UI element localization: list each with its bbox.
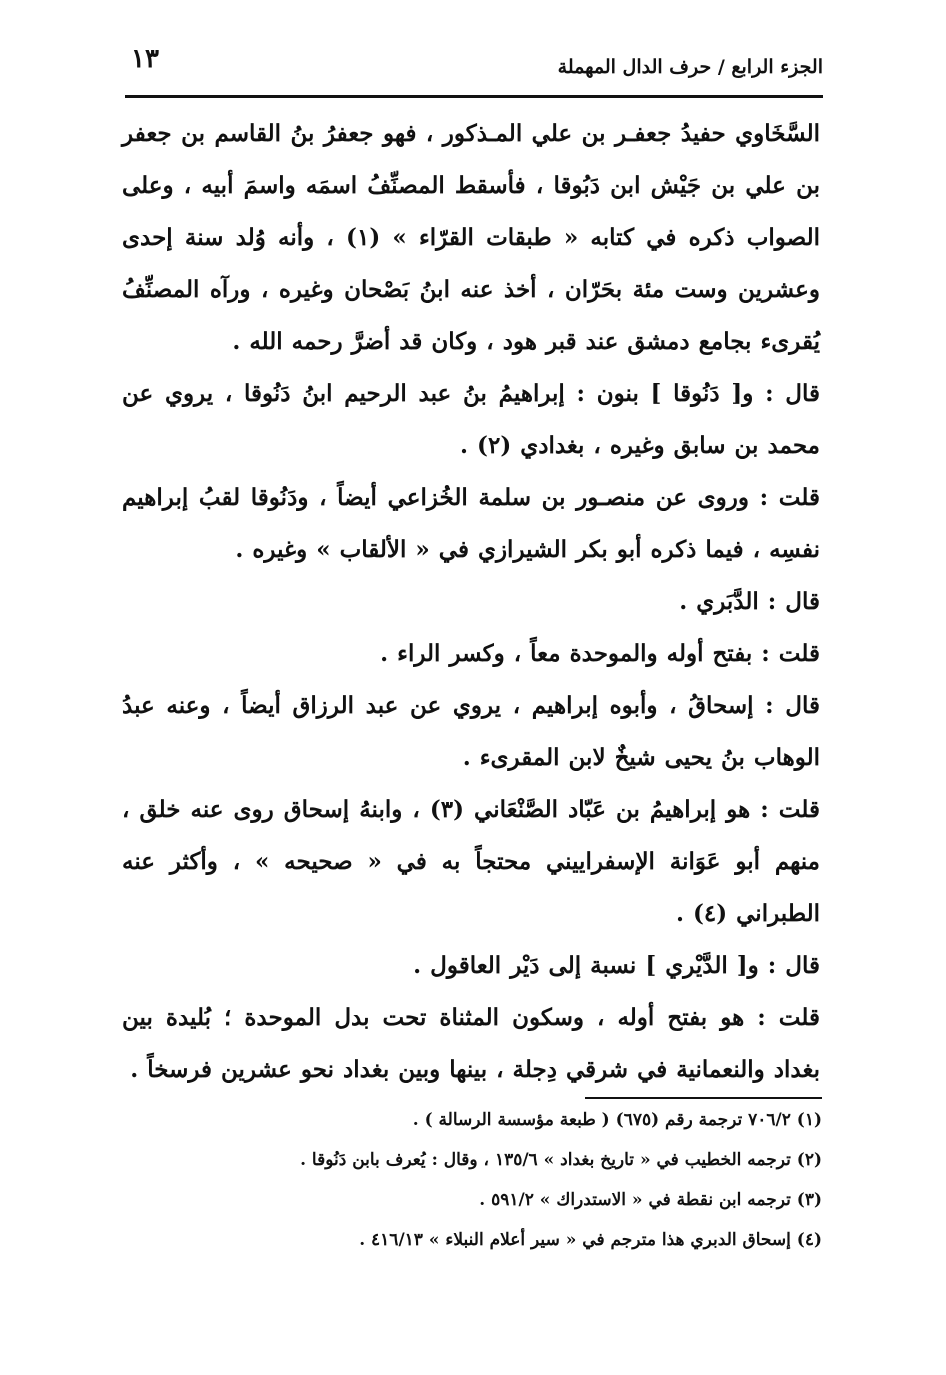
paragraph-dayri-qultu: قلت : هو بفتح أوله ، وسكون المثناة تحت بدل الموحدة ؛ بُليدة بين بغداد والنعمانية في شرقي دِجلة ، بينها وبين بغداد نحو عشرين فرسخاً . bbox=[122, 1004, 820, 1083]
header-title: الجزء الرابع / حرف الدال المهملة bbox=[557, 56, 823, 78]
paragraph-ishaq-qala: قال : إسحاقُ ، وأبوه إبراهيم ، يروي عن عبد الرزاق أيضاً ، وعنه عبدُ الوهاب بنُ يحيى شيخٌ لابن المقرىء . bbox=[122, 692, 820, 771]
footnote-4: (٤) إسحاق الدبري هذا مترجم في « سير أعلام النبلاء » ٤١٦/١٣ . bbox=[359, 1230, 822, 1250]
paragraph-dabari-qultu: قلت : بفتح أوله والموحدة معاً ، وكسر الراء . bbox=[380, 640, 820, 667]
footnote-2: (٢) ترجمه الخطيب في « تاريخ بغداد » ١٣٥/٦ ، وقال : يُعرف بابن دَنُوقا . bbox=[300, 1150, 822, 1170]
header-divider bbox=[125, 95, 823, 98]
main-text bbox=[122, 108, 820, 1096]
running-header bbox=[125, 38, 823, 84]
footnote-divider bbox=[585, 1097, 822, 1099]
footnotes bbox=[160, 1100, 822, 1260]
page-number: ١٣ bbox=[131, 44, 159, 74]
paragraph-danuqa-qultu: قلت : وروى عن منصـور بن سلمة الخُزاعي أيضاً ، ودَنُوقا لقبُ إبراهيم نفسِه ، فيما ذكره أبو بكر الشيرازي في « الألقاب » وغيره . bbox=[122, 484, 820, 563]
footnote-3: (٣) ترجمه ابن نقطة في « الاستدراك » ٥٩١/٢ . bbox=[479, 1190, 822, 1210]
paragraph-dayri-qala: قال : و[ الدَّيْري ] نسبة إلى دَيْر العاقول . bbox=[413, 952, 820, 979]
paragraph-ishaq-qultu: قلت : هو إبراهيمُ بن عَبّاد الصَّنْعَاني (٣) ، وابنهُ إسحاق روى عنه خلق ، منهم أبو عَوَانة الإسفراييني محتجاً به في « صحيحه » ، وأكثر عنه الطبراني (٤) . bbox=[122, 796, 820, 927]
paragraph-dabari-qala: قال : الدَّبَري . bbox=[679, 588, 820, 615]
paragraph-jafar: السَّخَاوي حفيدُ جعفـر بن علي المـذكور ، فهو جعفرُ بنُ القاسم بن جعفر بن علي بن جَيْش ابن دَبُوقا ، فأسقط المصنِّفُ اسمَه واسمَ أبيه ، وعلى الصواب ذكره في كتابه « طبقات القرّاء » (١) ، وأنه وُلد سنة إحدى وعشرين وست مئة بحَرّان ، أخذ عنه ابنُ بَصْحان وغيره ، ورآه المصنِّفُ يُقرىء بجامع دمشق عند قبر هود ، وكان قد أضرَّ رحمه الله . bbox=[122, 120, 820, 355]
footnote-1: (١) ٧٠٦/٢ ترجمة رقم (٦٧٥) ( طبعة مؤسسة الرسالة ) . bbox=[412, 1110, 822, 1130]
paragraph-danuqa-qala: قال : و[ دَنُوقا ] بنون : إبراهيمُ بنُ عبد الرحيم ابنُ دَنُوقا ، يروي عن محمد بن سابق وغيره ، بغدادي (٢) . bbox=[122, 380, 820, 459]
